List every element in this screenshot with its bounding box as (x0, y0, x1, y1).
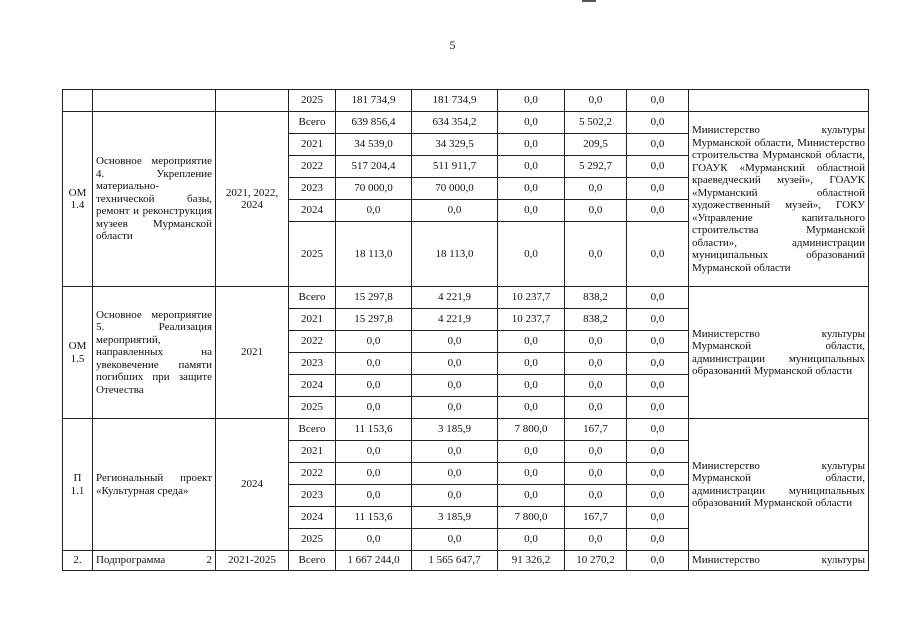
table-row (63, 112, 869, 134)
local-value: 167,7 (565, 507, 627, 529)
regional-value: 4 221,9 (412, 287, 498, 309)
local-value: 838,2 (565, 287, 627, 309)
regional-value: 3 185,9 (412, 419, 498, 441)
year-cell: 2024 (289, 375, 336, 397)
year-cell: 2023 (289, 178, 336, 200)
executor-cell: Министерство культуры Мурманской области, администрации муниципальных образований Мурманской области (689, 287, 869, 419)
federal-value: 0,0 (498, 178, 565, 200)
other-value: 0,0 (627, 331, 689, 353)
local-value: 10 270,2 (565, 551, 627, 571)
name-cell: Региональный проект «Культурная среда» (93, 419, 216, 551)
regional-value: 0,0 (412, 463, 498, 485)
federal-value: 0,0 (498, 397, 565, 419)
name-cell: Основное мероприятие 4. Укрепление материально-технической базы, ремонт и реконструкция музеев Мурманской области (93, 112, 216, 287)
year-cell: Всего (289, 112, 336, 134)
period-cell: 2021, 2022, 2024 (216, 112, 289, 287)
other-value: 0,0 (627, 178, 689, 200)
year-cell: 2024 (289, 200, 336, 222)
year-cell: 2023 (289, 353, 336, 375)
local-value: 838,2 (565, 309, 627, 331)
total-value: 1 667 244,0 (336, 551, 412, 571)
local-value: 0,0 (565, 353, 627, 375)
regional-value: 34 329,5 (412, 134, 498, 156)
total-value: 0,0 (336, 397, 412, 419)
year-cell: 2021 (289, 134, 336, 156)
federal-value: 0,0 (498, 156, 565, 178)
name-cell: Основное мероприятие 5. Реализация мероприятий, направленных на увековечение памяти погибших при защите Отечества (93, 287, 216, 419)
other-value: 0,0 (627, 419, 689, 441)
executor-right: культуры (821, 554, 865, 567)
total-value: 181 734,9 (336, 90, 412, 112)
year-cell: 2025 (289, 90, 336, 112)
total-value: 18 113,0 (336, 222, 412, 287)
executor-cell (689, 551, 869, 571)
federal-value: 0,0 (498, 90, 565, 112)
federal-value: 0,0 (498, 331, 565, 353)
local-value: 0,0 (565, 529, 627, 551)
federal-value: 0,0 (498, 485, 565, 507)
local-value: 0,0 (565, 200, 627, 222)
local-value: 0,0 (565, 90, 627, 112)
total-value: 0,0 (336, 463, 412, 485)
other-value: 0,0 (627, 441, 689, 463)
federal-value: 0,0 (498, 112, 565, 134)
other-value: 0,0 (627, 397, 689, 419)
other-value: 0,0 (627, 551, 689, 571)
executor-cell: Министерство культуры Мурманской области, Министерство строительства Мурманской области, ГОАУК «Мурманский областной краеведческий музей», ГОАУК «Мурманский областной художественный музей», ГОКУ «Управление капитального строительства Мурманской области», администрации муниципальных образований Мурманской области (689, 112, 869, 287)
federal-value: 0,0 (498, 463, 565, 485)
executor-left: Министерство (692, 554, 760, 567)
code-cell: П 1.1 (63, 419, 93, 551)
period-cell (216, 90, 289, 112)
local-value: 0,0 (565, 441, 627, 463)
table-row (63, 419, 869, 441)
total-value: 15 297,8 (336, 287, 412, 309)
name-right: 2 (206, 554, 212, 567)
other-value: 0,0 (627, 90, 689, 112)
year-cell: 2021 (289, 441, 336, 463)
code-cell: ОМ 1.4 (63, 112, 93, 287)
federal-value: 0,0 (498, 353, 565, 375)
federal-value: 0,0 (498, 134, 565, 156)
local-value: 209,5 (565, 134, 627, 156)
regional-value: 18 113,0 (412, 222, 498, 287)
year-cell: 2021 (289, 309, 336, 331)
total-value: 0,0 (336, 375, 412, 397)
year-cell: Всего (289, 551, 336, 571)
scan-mark (582, 0, 596, 2)
executor-cell: Министерство культуры Мурманской области, администрации муниципальных образований Мурманской области (689, 419, 869, 551)
other-value: 0,0 (627, 287, 689, 309)
federal-value: 91 326,2 (498, 551, 565, 571)
regional-value: 0,0 (412, 200, 498, 222)
federal-value: 7 800,0 (498, 419, 565, 441)
other-value: 0,0 (627, 200, 689, 222)
year-cell: 2022 (289, 156, 336, 178)
local-value: 0,0 (565, 222, 627, 287)
budget-table (62, 89, 869, 571)
executor-cell (689, 90, 869, 112)
total-value: 15 297,8 (336, 309, 412, 331)
table-row (63, 287, 869, 309)
total-value: 0,0 (336, 331, 412, 353)
local-value: 0,0 (565, 397, 627, 419)
name-left: Подпрограмма (96, 554, 166, 567)
name-cell (93, 90, 216, 112)
total-value: 0,0 (336, 441, 412, 463)
local-value: 0,0 (565, 485, 627, 507)
other-value: 0,0 (627, 463, 689, 485)
federal-value: 0,0 (498, 200, 565, 222)
other-value: 0,0 (627, 375, 689, 397)
local-value: 0,0 (565, 331, 627, 353)
other-value: 0,0 (627, 222, 689, 287)
regional-value: 0,0 (412, 353, 498, 375)
federal-value: 10 237,7 (498, 287, 565, 309)
regional-value: 1 565 647,7 (412, 551, 498, 571)
other-value: 0,0 (627, 485, 689, 507)
period-cell: 2021 (216, 287, 289, 419)
total-value: 11 153,6 (336, 419, 412, 441)
total-value: 0,0 (336, 529, 412, 551)
federal-value: 7 800,0 (498, 507, 565, 529)
local-value: 167,7 (565, 419, 627, 441)
year-cell: 2025 (289, 222, 336, 287)
regional-value: 0,0 (412, 331, 498, 353)
page-number: 5 (449, 38, 456, 52)
local-value: 0,0 (565, 463, 627, 485)
regional-value: 4 221,9 (412, 309, 498, 331)
code-cell: ОМ 1.5 (63, 287, 93, 419)
year-cell: 2024 (289, 507, 336, 529)
regional-value: 511 911,7 (412, 156, 498, 178)
regional-value: 0,0 (412, 397, 498, 419)
federal-value: 0,0 (498, 222, 565, 287)
other-value: 0,0 (627, 112, 689, 134)
other-value: 0,0 (627, 353, 689, 375)
regional-value: 3 185,9 (412, 507, 498, 529)
code-cell: 2. (63, 551, 93, 571)
federal-value: 0,0 (498, 529, 565, 551)
year-cell: 2025 (289, 397, 336, 419)
year-cell: 2023 (289, 485, 336, 507)
total-value: 639 856,4 (336, 112, 412, 134)
regional-value: 634 354,2 (412, 112, 498, 134)
regional-value: 0,0 (412, 529, 498, 551)
total-value: 517 204,4 (336, 156, 412, 178)
other-value: 0,0 (627, 134, 689, 156)
other-value: 0,0 (627, 156, 689, 178)
year-cell: Всего (289, 419, 336, 441)
name-cell (93, 551, 216, 571)
code-cell (63, 90, 93, 112)
total-value: 0,0 (336, 200, 412, 222)
total-value: 11 153,6 (336, 507, 412, 529)
other-value: 0,0 (627, 529, 689, 551)
period-cell: 2024 (216, 419, 289, 551)
other-value: 0,0 (627, 309, 689, 331)
total-value: 0,0 (336, 353, 412, 375)
regional-value: 0,0 (412, 485, 498, 507)
total-value: 0,0 (336, 485, 412, 507)
year-cell: Всего (289, 287, 336, 309)
local-value: 0,0 (565, 178, 627, 200)
local-value: 5 502,2 (565, 112, 627, 134)
table-row (63, 551, 869, 571)
local-value: 5 292,7 (565, 156, 627, 178)
table-row (63, 90, 869, 112)
year-cell: 2025 (289, 529, 336, 551)
federal-value: 0,0 (498, 441, 565, 463)
other-value: 0,0 (627, 507, 689, 529)
regional-value: 181 734,9 (412, 90, 498, 112)
federal-value: 0,0 (498, 375, 565, 397)
total-value: 34 539,0 (336, 134, 412, 156)
regional-value: 70 000,0 (412, 178, 498, 200)
regional-value: 0,0 (412, 375, 498, 397)
year-cell: 2022 (289, 331, 336, 353)
local-value: 0,0 (565, 375, 627, 397)
year-cell: 2022 (289, 463, 336, 485)
period-cell: 2021-2025 (216, 551, 289, 571)
regional-value: 0,0 (412, 441, 498, 463)
federal-value: 10 237,7 (498, 309, 565, 331)
total-value: 70 000,0 (336, 178, 412, 200)
